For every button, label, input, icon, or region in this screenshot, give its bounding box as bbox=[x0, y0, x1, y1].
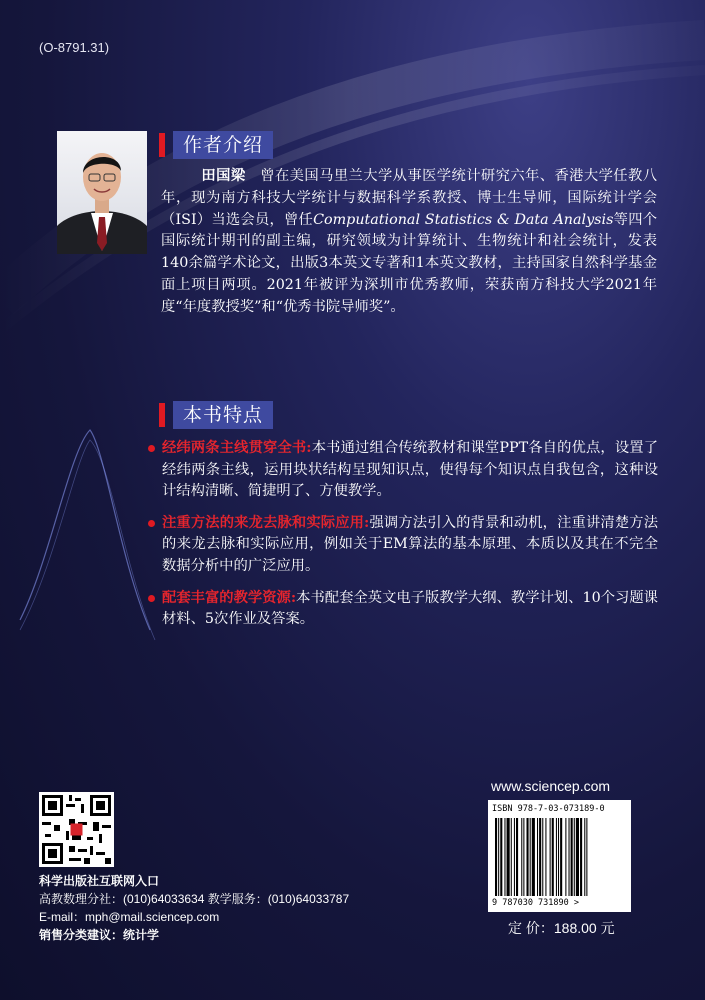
feature-text: 本书配套全英文电子版教学大纲、教学计划、10个习题课材料、5次作业及答案。 bbox=[162, 589, 658, 628]
barcode-bar bbox=[569, 818, 570, 896]
barcode-bar bbox=[539, 818, 541, 896]
author-bio-part2: 等四个国际统计期刊的副主编，研究领域为计算统计、生物统计和社会统计，发表140余篇学术论文，出版3本英文专著和1本英文教材，主持国家自然科学基金面上项目两项。2021年被评为深圳市优秀教师，荣获南方科技大学2021年度“年度教授奖”和“优秀书院导师奖”。 bbox=[161, 211, 658, 315]
barcode-bar bbox=[516, 818, 518, 896]
feature-item bbox=[146, 588, 658, 631]
barcode-bar bbox=[507, 818, 510, 896]
barcode-bar bbox=[511, 818, 512, 896]
feature-lead: 经纬两条主线贯穿全书: bbox=[162, 440, 312, 456]
barcode-bar bbox=[584, 818, 585, 896]
isbn-text: ISBN 978-7-03-073189-0 bbox=[492, 804, 605, 814]
barcode-bar bbox=[527, 818, 529, 896]
author-section-heading bbox=[159, 131, 273, 159]
features-list bbox=[146, 438, 658, 641]
book-price: 定 价：188.00 元 bbox=[508, 920, 615, 936]
barcode-bar bbox=[556, 818, 557, 896]
barcode-bar bbox=[537, 818, 538, 896]
barcode-bar bbox=[514, 818, 515, 896]
features-section-heading bbox=[159, 401, 273, 429]
bullet-icon bbox=[148, 445, 155, 452]
journal-name: Computational Statistics & Data Analysis bbox=[313, 211, 614, 228]
barcode-digits: 9 787030 731890 > bbox=[492, 898, 579, 908]
barcode-bar bbox=[498, 818, 499, 896]
barcode-bar bbox=[500, 818, 502, 896]
author-bio bbox=[161, 166, 657, 319]
sales-category: 销售分类建议：统计学 bbox=[39, 928, 160, 942]
author-name: 田国梁 bbox=[201, 168, 246, 184]
internet-entrance-label: 科学出版社互联网入口 bbox=[39, 874, 160, 888]
barcode-bar bbox=[574, 818, 575, 896]
bullet-icon bbox=[148, 595, 155, 602]
barcode-bar bbox=[545, 818, 546, 896]
author-bio-part1: 曾在美国马里兰大学从事医学统计研究六年、香港大学任教八年，现为南方科技大学统计与数据科学系教授、博士生导师，国际统计学会（ISI）当选会员，曾任 bbox=[161, 168, 658, 228]
barcode-bar bbox=[571, 818, 573, 896]
barcode-bar bbox=[560, 818, 562, 896]
barcode-bar bbox=[530, 818, 531, 896]
barcode-bar bbox=[504, 818, 505, 896]
barcode-bar bbox=[523, 818, 524, 896]
barcode-bar bbox=[586, 818, 587, 896]
barcode-bar bbox=[542, 818, 543, 896]
barcode-bars bbox=[495, 818, 624, 896]
author-portrait-icon bbox=[57, 131, 147, 254]
feature-text: 强调方法引入的背景和动机，注重讲清楚方法的来龙去脉和实际应用，例如关于EM算法的基本原理、本质以及其在不完全数据分析中的广泛应用。 bbox=[162, 514, 658, 574]
features-heading-title: 本书特点 bbox=[173, 401, 273, 429]
barcode-icon bbox=[488, 800, 631, 912]
heading-accent-bar bbox=[159, 133, 165, 157]
feature-text: 本书通过组合传统教材和课堂PPT各自的优点，设置了经纬两条主线，运用块状结构呈现知识点，使得每个知识点自我包含，这种设计结构清晰、简捷明了、方便教学。 bbox=[162, 440, 658, 500]
publisher-website[interactable]: www.sciencep.com bbox=[491, 778, 611, 794]
barcode-bar bbox=[552, 818, 554, 896]
contact-phones: 高教数理分社：(010)64033634 教学服务：(010)64033787 bbox=[39, 892, 350, 906]
barcode-bar bbox=[558, 818, 559, 896]
barcode-bar bbox=[580, 818, 582, 896]
barcode-bar bbox=[576, 818, 579, 896]
feature-item bbox=[146, 513, 658, 578]
barcode-bar bbox=[550, 818, 551, 896]
contact-email[interactable]: E-mail：mph@mail.sciencep.com bbox=[39, 910, 220, 924]
feature-item bbox=[146, 438, 658, 503]
bullet-icon bbox=[148, 520, 155, 527]
barcode-bar bbox=[521, 818, 522, 896]
heading-accent-bar bbox=[159, 403, 165, 427]
publisher-info bbox=[39, 872, 349, 944]
qr-code-icon[interactable] bbox=[39, 792, 114, 867]
barcode-bar bbox=[532, 818, 535, 896]
author-heading-title: 作者介绍 bbox=[173, 131, 273, 159]
feature-lead: 配套丰富的教学资源: bbox=[162, 589, 297, 606]
barcode-bar bbox=[565, 818, 566, 896]
feature-lead: 注重方法的来龙去脉和实际应用: bbox=[162, 514, 370, 531]
author-photo bbox=[57, 131, 147, 254]
barcode-bar bbox=[495, 818, 497, 896]
classification-code: (O-8791.31) bbox=[39, 40, 110, 55]
